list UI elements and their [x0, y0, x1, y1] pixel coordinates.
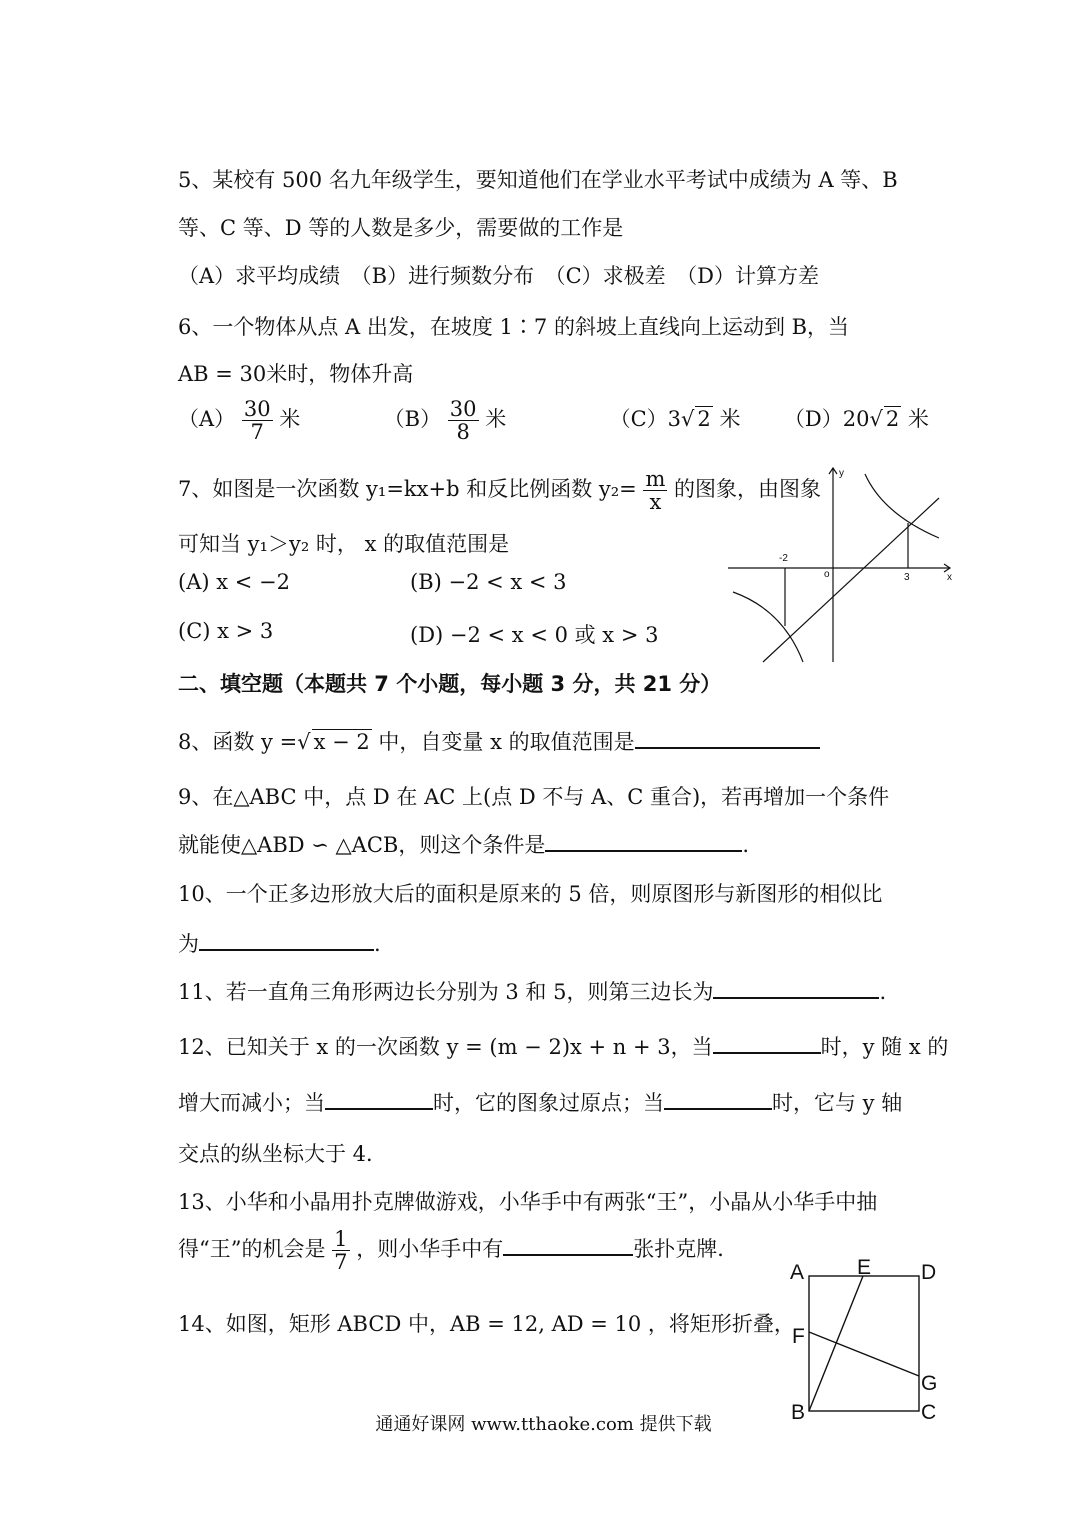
graph-label-3: 3 [904, 572, 910, 583]
hyperbola-branch-left [733, 592, 803, 662]
q7-line2: 可知当 y₁＞y₂ 时， x 的取值范围是 [178, 532, 510, 556]
q6-optB: （B） $\frac{30}{8}$ 米 [383, 397, 507, 445]
q5-options: （A）求平均成绩 （B）进行频数分布 （C）求极差 （D）计算方差 [178, 264, 819, 288]
q5-line2: 等、C 等、D 等的人数是多少，需要做的工作是 [178, 216, 624, 240]
q6-line2: AB = 30米时，物体升高 [178, 362, 414, 386]
q5-line1: 5、某校有 500 名九年级学生，要知道他们在学业水平考试中成绩为 A 等、B [178, 168, 898, 192]
q7-optC: (C) x > 3 [178, 619, 274, 643]
q6-line1: 6、一个物体从点 A 出发，在坡度 1∶7 的斜坡上直线向上运动到 B，当 [178, 315, 850, 339]
label-a: A [790, 1261, 805, 1284]
q6-options [178, 398, 929, 443]
label-b: B [791, 1401, 806, 1424]
linear-function-line [763, 498, 939, 662]
q7-graph [725, 462, 960, 667]
label-g: G [921, 1372, 938, 1395]
q13-line1: 13、小华和小晶用扑克牌做游戏，小华手中有两张“王”，小晶从小华手中抽 [178, 1190, 878, 1214]
q7-line1: 7、如图是一次函数 y₁=kx+b 和反比例函数 y₂= $\frac{m}{x}$ 的图象，由图象 [178, 467, 822, 515]
q6-optD: （D）20√ 2 米 [783, 407, 929, 432]
rectangle-abcd [809, 1276, 919, 1411]
q10-answer-blank[interactable] [199, 931, 374, 951]
q6-optA: （A） $\frac{30}{7}$ 米 [178, 397, 301, 445]
q13-line2: 得“王”的机会是 $\frac{1}{7}$ ，则小华手中有 张扑克牌． [178, 1227, 739, 1275]
graph-label-neg2: -2 [779, 553, 788, 564]
label-c: C [921, 1401, 937, 1424]
q9-line2: 就能使△ABD ∽ △ACB，则这个条件是 . [178, 833, 750, 857]
graph-label-y: y [839, 468, 844, 479]
q13-answer-blank[interactable] [503, 1236, 633, 1256]
q8-answer-blank[interactable] [635, 729, 820, 749]
graph-label-o: o [824, 569, 830, 580]
q7-optB: (B) −2 < x < 3 [410, 570, 567, 594]
q10-line1: 10、一个正多边形放大后的面积是原来的 5 倍，则原图形与新图形的相似比 [178, 882, 883, 906]
q9-answer-blank[interactable] [545, 832, 742, 852]
graph-label-x: x [947, 572, 952, 583]
q12-line2: 增大而减小；当 时，它的图象过原点；当 时，它与 y 轴 [178, 1091, 903, 1115]
q12-line3: 交点的纵坐标大于 4． [178, 1142, 388, 1166]
hyperbola-branch-right [865, 474, 939, 538]
q12-answer-blank-2[interactable] [325, 1090, 433, 1110]
section2-heading: 二、填空题（本题共 7 个小题，每小题 3 分，共 21 分） [178, 672, 722, 696]
q10-line2: 为 . [178, 932, 381, 956]
q12-answer-blank-1[interactable] [713, 1034, 821, 1054]
q9-line1: 9、在△ABC 中，点 D 在 AC 上(点 D 不与 A、C 重合)，若再增加一个条件 [178, 785, 890, 809]
q8-line: 8、函数 y =√ x − 2 中，自变量 x 的取值范围是 [178, 726, 820, 756]
q12-answer-blank-3[interactable] [664, 1090, 772, 1110]
label-d: D [921, 1261, 937, 1284]
page-footer: 通通好课网 www.tthaoke.com 提供下载 [375, 1414, 712, 1435]
q11-answer-blank[interactable] [713, 979, 879, 999]
q14-line: 14、如图，矩形 ABCD 中，AB = 12, AD = 10 ，将矩形折叠， [178, 1312, 795, 1336]
q7-optA: (A) x < −2 [178, 570, 290, 594]
q6-optC: （C）3√ 2 米 [609, 407, 741, 432]
q11-line: 11、若一直角三角形两边长分别为 3 和 5，则第三边长为 . [178, 980, 887, 1004]
q14-figure [785, 1255, 945, 1425]
q12-line1: 12、已知关于 x 的一次函数 y = (m − 2)x + n + 3，当 时，y 随 x 的 [178, 1035, 949, 1059]
label-e: E [857, 1256, 872, 1279]
label-f: F [792, 1325, 805, 1348]
q7-optD: (D) −2 < x < 0 或 x > 3 [410, 623, 659, 647]
